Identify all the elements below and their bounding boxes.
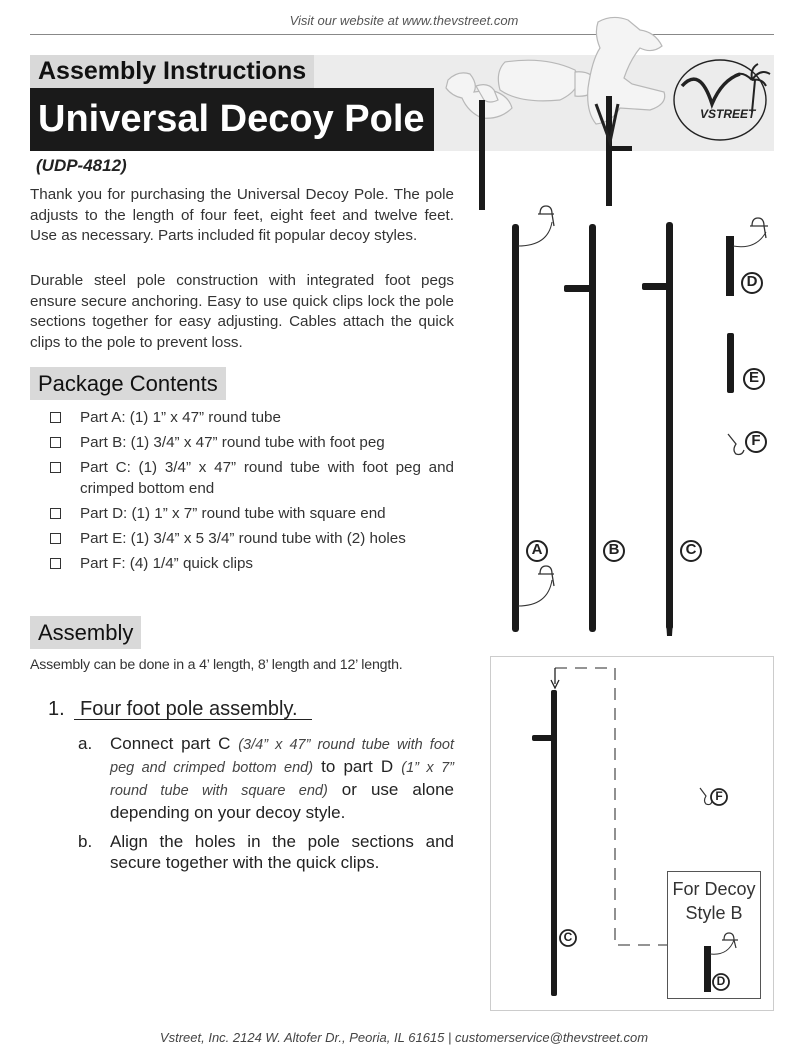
assembly-intro: Assembly can be done in a 4’ length, 8’ length and 12’ length. — [30, 657, 403, 673]
logo-text: VSTREET — [700, 107, 756, 121]
package-item: Part D: (1) 1” x 7” round tube with square end — [48, 504, 454, 525]
model-number: (UDP-4812) — [36, 156, 127, 175]
package-contents-heading: Package Contents — [30, 367, 226, 400]
style-b-part-d — [704, 946, 711, 992]
footer-contact: Vstreet, Inc. 2124 W. Altofer Dr., Peoria, IL 61615 | customerservice@thevstreet.com — [159, 1030, 649, 1045]
package-item: Part C: (1) 3/4” x 47” round tube with foot peg and crimped bottom end — [48, 458, 454, 499]
substep-label: b. — [78, 832, 93, 851]
style-b-label-d: D — [716, 974, 726, 988]
part-c-label: C — [685, 541, 697, 558]
substep-text: Align the holes in the pole sections and secure together with the quick clips. — [110, 832, 454, 872]
part-e-label: E — [748, 369, 759, 386]
intro-paragraph-1: Thank you for purchasing the Universal Decoy Pole. The pole adjusts to the length of four feet, eight feet and twelve feet. Use as necessary. Parts included fit popular decoy styles. — [30, 186, 454, 244]
diagram-label-f: F — [715, 789, 723, 803]
website-header: Visit our website at www.thevstreet.com — [289, 13, 519, 28]
assembly-instructions-heading: Assembly Instructions — [30, 55, 314, 88]
diagram-label-c: C — [563, 930, 573, 944]
intro-paragraph-2: Durable steel pole construction with integrated foot pegs ensure secure anchoring. Easy to use quick clips lock the pole sections together for easy adjusting. Cables attach the quick clips to the pole to prevent loss. — [30, 272, 454, 351]
assembly-heading: Assembly — [30, 616, 141, 649]
substep-text: Connect part C (3/4” x 47” round tube with foot peg and crimped bottom end) to part D (1” x 7” round tube with square end) or use alone depending on your decoy style. — [110, 734, 455, 822]
part-b-label: B — [608, 541, 620, 558]
step-number: 1. — [48, 698, 65, 720]
part-a-label: A — [531, 541, 543, 558]
package-item: Part A: (1) 1” x 47” round tube — [48, 408, 454, 429]
package-item: Part B: (1) 3/4” x 47” round tube with foot peg — [48, 433, 454, 454]
package-item: Part E: (1) 3/4” x 5 3/4” round tube with (2) holes — [48, 529, 454, 550]
part-d-label: D — [746, 273, 758, 290]
step-title: Four foot pole assembly. — [80, 698, 298, 720]
package-item: Part F: (4) 1/4” quick clips — [48, 554, 454, 575]
substep-label: a. — [78, 734, 93, 753]
decoy-style-b-label: For Decoy Style B — [672, 879, 756, 923]
product-title: Universal Decoy Pole — [30, 88, 434, 151]
part-f-label: F — [751, 432, 761, 449]
